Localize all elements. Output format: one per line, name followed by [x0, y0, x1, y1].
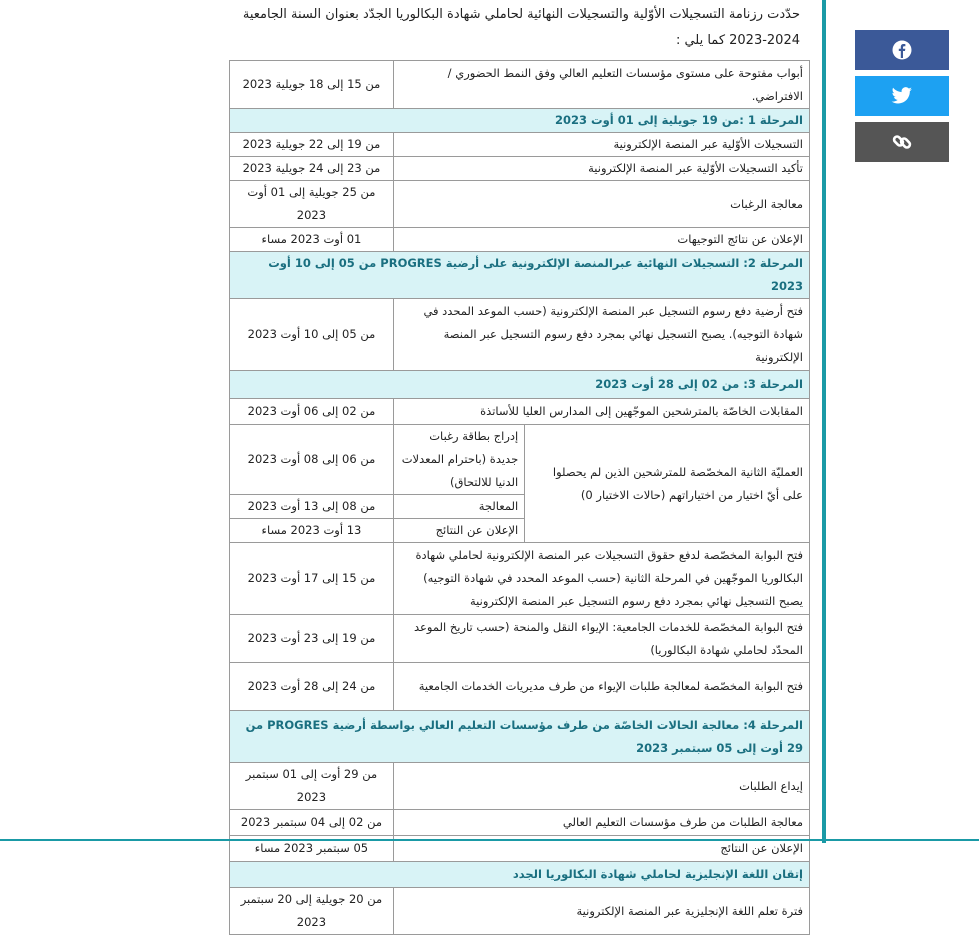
phase-heading: المرحلة 4: معالجة الحالات الخاصّة من طرف مؤسسات التعليم العالي بواسطة أرضية PROGRES من 29 أوت إلى 05 سبتمبر 2023	[230, 711, 810, 763]
step-date: من 15 إلى 18 جويلية 2023	[230, 61, 394, 109]
step-description: تأكيد التسجيلات الأوّلية عبر المنصة الإلكترونية	[393, 157, 809, 181]
phase-heading: المرحلة 3: من 02 إلى 28 أوت 2023	[230, 371, 810, 399]
table-row	[230, 663, 810, 711]
phase-row	[230, 252, 810, 299]
step-date: من 19 إلى 23 أوت 2023	[230, 615, 394, 663]
table-row	[230, 133, 810, 157]
table-row	[230, 299, 810, 371]
table-row	[230, 888, 810, 935]
table-row	[230, 763, 810, 810]
step-date: 01 أوت 2023 مساء	[230, 228, 394, 252]
phase-heading: إتقان اللغة الإنجليزية لحاملي شهادة البكالوريا الجدد	[230, 862, 810, 888]
step-description: الإعلان عن النتائج	[393, 836, 809, 862]
step-description: التسجيلات الأوّلية عبر المنصة الإلكترونية	[393, 133, 809, 157]
step-description: فتح البوابة المخصّصة لمعالجة طلبات الإيواء من طرف مديريات الخدمات الجامعية	[393, 663, 809, 711]
table-row	[230, 61, 810, 109]
table-row	[230, 157, 810, 181]
link-icon	[891, 131, 913, 153]
step-date: من 05 إلى 10 أوت 2023	[230, 299, 394, 371]
step-date: من 02 إلى 06 أوت 2023	[230, 399, 394, 425]
step-date: من 25 جويلية إلى 01 أوت 2023	[230, 181, 394, 228]
schedule-table	[229, 60, 810, 935]
step-description: إيداع الطلبات	[393, 763, 809, 810]
step-date: من 20 جويلية إلى 20 سبتمبر 2023	[230, 888, 394, 935]
step-date: من 08 إلى 13 أوت 2023	[230, 495, 394, 519]
phase-row	[230, 862, 810, 888]
phase-row	[230, 711, 810, 763]
step-description: فترة تعلم اللغة الإنجليزية عبر المنصة الإلكترونية	[393, 888, 809, 935]
step-description: فتح أرضية دفع رسوم التسجيل عبر المنصة الإلكترونية (حسب الموعد المحدد في شهادة التوجيه). يصبح التسجيل نهائي بمجرد دفع رسوم التسجيل عبر المنصة الإلكترونية	[393, 299, 809, 371]
table-row	[230, 615, 810, 663]
intro-paragraph	[240, 2, 800, 54]
phase-row	[230, 109, 810, 133]
step-description: أبواب مفتوحة على مستوى مؤسسات التعليم العالي وفق النمط الحضوري / الافتراضي.	[393, 61, 809, 109]
phase-row	[230, 371, 810, 399]
table-row	[230, 810, 810, 836]
step-description: الإعلان عن نتائج التوجيهات	[393, 228, 809, 252]
twitter-icon	[891, 87, 913, 105]
table-row	[230, 181, 810, 228]
share-link-button[interactable]	[855, 122, 949, 162]
step-date: من 24 إلى 28 أوت 2023	[230, 663, 394, 711]
step-description: معالجة الطلبات من طرف مؤسسات التعليم العالي	[393, 810, 809, 836]
step-date: 05 سبتمبر 2023 مساء	[230, 836, 394, 862]
step-date: 13 أوت 2023 مساء	[230, 519, 394, 543]
content-divider	[822, 0, 826, 843]
step-description: معالجة الرغبات	[393, 181, 809, 228]
step-description: المقابلات الخاصّة بالمترشحين الموجّهين إلى المدارس العليا للأساتذة	[393, 399, 809, 425]
step-date: من 29 أوت إلى 01 سبتمبر 2023	[230, 763, 394, 810]
intro-line-2: 2023-2024 كما يلي :	[675, 33, 800, 48]
sub-step-description: المعالجة	[393, 495, 524, 519]
group-label: العمليّة الثانية المخصّصة للمترشحين الذين لم يحصلوا على أيّ اختيار من اختياراتهم (حالات الاختيار 0)	[525, 425, 810, 543]
step-date: من 02 إلى 04 سبتمبر 2023	[230, 810, 394, 836]
phase-heading: المرحلة 1 :من 19 جويلية إلى 01 أوت 2023	[230, 109, 810, 133]
step-description: فتح البوابة المخصّصة لدفع حقوق التسجيلات عبر المنصة الإلكترونية لحاملي شهادة البكالوريا الموجّهين في المرحلة الثانية (حسب الموعد المحدد في شهادة التوجيه) يصبح التسجيل نهائي بمجرد دفع رسوم التسجيل عبر المنصة الإلكترونية	[393, 543, 809, 615]
table-row	[230, 543, 810, 615]
bottom-rule	[0, 839, 979, 841]
phase-heading: المرحلة 2: التسجيلات النهائية عبرالمنصة الإلكترونية على أرضية PROGRES من 05 إلى 10 أوت 2023	[230, 252, 810, 299]
table-row	[230, 399, 810, 425]
table-row	[230, 228, 810, 252]
step-date: من 15 إلى 17 أوت 2023	[230, 543, 394, 615]
share-facebook-button[interactable]	[855, 30, 949, 70]
table-row	[230, 425, 810, 495]
step-description: فتح البوابة المخصّصة للخدمات الجامعية: الإيواء النقل والمنحة (حسب تاريخ الموعد المحدّد لحاملي شهادة البكالوريا)	[393, 615, 809, 663]
sub-step-description: إدراج بطاقة رغبات جديدة (باحترام المعدلات الدنيا للالتحاق)	[393, 425, 524, 495]
step-date: من 19 إلى 22 جويلية 2023	[230, 133, 394, 157]
step-date: من 06 إلى 08 أوت 2023	[230, 425, 394, 495]
step-date: من 23 إلى 24 جويلية 2023	[230, 157, 394, 181]
share-twitter-button[interactable]	[855, 76, 949, 116]
intro-line-1: حدّدت رزنامة التسجيلات الأوّلية والتسجيلات النهائية لحاملي شهادة البكالوريا الجدّد بعنوان السنة الجامعية	[242, 7, 800, 22]
sub-step-description: الإعلان عن النتائج	[393, 519, 524, 543]
facebook-icon	[892, 40, 912, 60]
